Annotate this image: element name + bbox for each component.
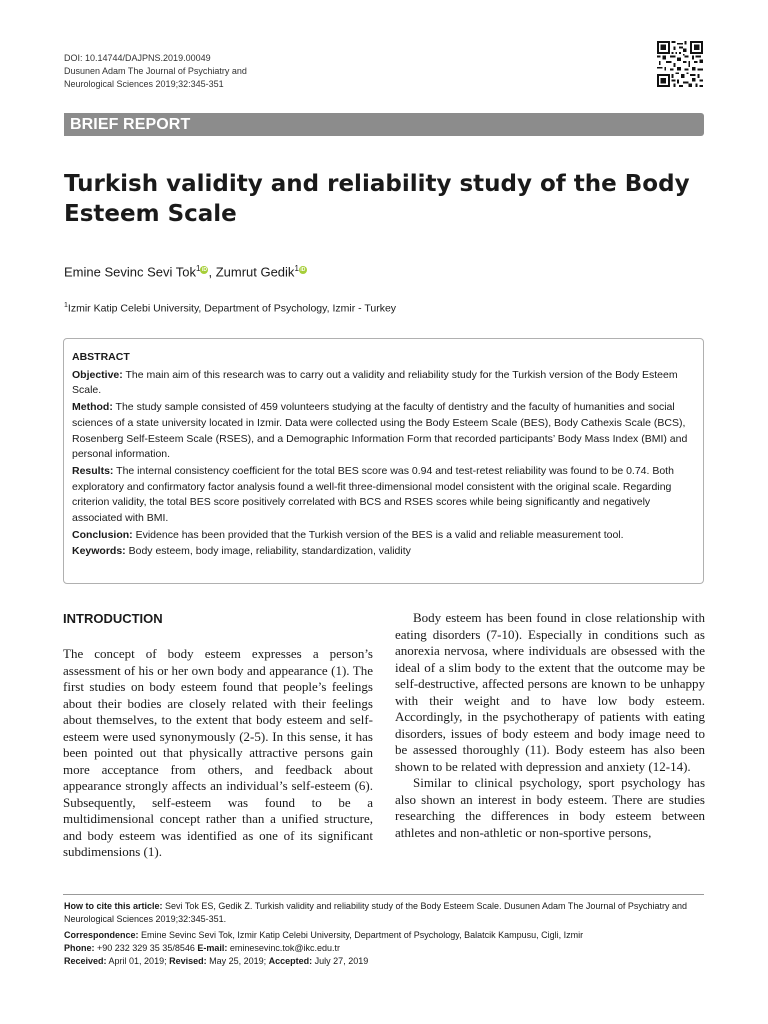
article-footer xyxy=(64,900,704,968)
abstract-conclusion xyxy=(72,528,695,544)
affiliation-mark: 1 xyxy=(64,302,68,309)
results-label: Results: xyxy=(72,464,114,477)
author-separator: , xyxy=(208,264,216,280)
objective-text: The main aim of this research was to carry out a validity and reliability study for the Turkish version of the Body Esteem Scale. xyxy=(72,368,678,397)
objective-label: Objective: xyxy=(72,368,123,381)
received-label: Received: xyxy=(64,956,107,966)
introduction-heading: INTRODUCTION xyxy=(63,611,163,626)
abstract-method xyxy=(72,400,695,463)
author-name[interactable]: Zumrut Gedik xyxy=(215,264,295,280)
method-text: The study sample consisted of 459 volunteers studying at the faculty of dentistry and the faculty of humanities and social sciences of a state university located in Izmir. Data were collected using the Body Esteem Scale (BES), Body Cathexis Scale (BCS), Rosenberg Self-Esteem Scale (RSES), and a Demographic Information Form that recorded participants’ Body Mass Index (BMI) and personal information. xyxy=(72,401,688,461)
author-affiliation-mark: 1 xyxy=(196,264,201,273)
correspondence-line xyxy=(64,929,704,942)
body-column-right xyxy=(395,610,705,841)
revised-date: May 25, 2019; xyxy=(206,956,269,966)
journal-line-1: Dusunen Adam The Journal of Psychiatry and xyxy=(64,66,247,76)
revised-label: Revised: xyxy=(169,956,207,966)
section-band xyxy=(64,113,704,136)
section-band-label: BRIEF REPORT xyxy=(70,116,191,133)
dates-line xyxy=(64,955,704,968)
body-paragraph: Body esteem has been found in close relationship with eating disorders (7-10). Especially in conditions such as anorexia nervosa, where individuals are obsessed with the ideal of a slim body to the extent that the outcome may be self-destructive, affected persons are known to be unhappy with their weight and to have low body esteem. Accordingly, in the psychotherapy of patients with eating disorders, issues of body esteem and body image need to be assessed thoroughly (11). Body esteem has also been shown to be related with depression and anxiety (12-14). xyxy=(395,610,705,774)
body-paragraph: Similar to clinical psychology, sport psychology has also shown an interest in body esteem. There are studies researching the differences in body esteem between athletes and non-athletic or non-sportive persons, xyxy=(395,775,705,840)
cite-label: How to cite this article: xyxy=(64,901,163,911)
affiliation xyxy=(64,299,396,316)
body-paragraph: The concept of body esteem expresses a person’s assessment of his or her own body and appearance (1). The first studies on body esteem found that people’s feelings about their bodies are closely related with their feelings about themselves, to the extent that body esteem and self-esteem were used synonymously (2-5). In this sense, it has been pointed out that physically attractive persons gain more acceptance from others, and feedback about appearance strongly affects an individual’s self-esteem (6). Subsequently, self-esteem was found to be a multidimensional concept rather than a unified structure, and body esteem was identified as one of its significant subdimensions (1). xyxy=(63,646,373,859)
abstract-objective xyxy=(72,368,695,399)
body-column-left xyxy=(63,610,373,861)
keywords-text: Body esteem, body image, reliability, standardization, validity xyxy=(125,545,411,558)
abstract-heading: ABSTRACT xyxy=(72,351,130,363)
phone-text: +90 232 329 35 35/8546 xyxy=(94,943,198,953)
phone-label: Phone: xyxy=(64,943,95,953)
journal-line-2: Neurological Sciences 2019;32:345-351 xyxy=(64,79,224,89)
qr-code-icon xyxy=(657,41,703,87)
abstract-box xyxy=(63,338,704,584)
abstract-keywords xyxy=(72,544,695,560)
author-name[interactable]: Emine Sevinc Sevi Tok xyxy=(64,264,196,280)
correspondence-text: Emine Sevinc Sevi Tok, Izmir Katip Celebi University, Department of Psychology, Balatcik Kampusu, Cigli, Izmir xyxy=(138,930,584,940)
citation-note xyxy=(64,900,704,926)
conclusion-label: Conclusion: xyxy=(72,528,133,541)
author-affiliation-mark: 1 xyxy=(294,264,299,273)
article-title: Turkish validity and reliability study of the Body Esteem Scale xyxy=(64,171,690,227)
method-label: Method: xyxy=(72,401,113,414)
email-link[interactable]: eminesevinc.tok@ikc.edu.tr xyxy=(227,943,341,953)
conclusion-text: Evidence has been provided that the Turkish version of the BES is a valid and reliable measurement tool. xyxy=(132,528,624,541)
orcid-icon[interactable]: iD xyxy=(300,267,306,274)
cite-text: Sevi Tok ES, Gedik Z. Turkish validity and reliability study of the Body Esteem Scale. Dusunen Adam The Journal of Psychiatry and Neurological Sciences 2019;32:345-351. xyxy=(64,901,687,924)
doi-line[interactable]: DOI: 10.14744/DAJPNS.2019.00049 xyxy=(64,53,211,63)
keywords-label: Keywords: xyxy=(72,545,126,558)
orcid-icon[interactable]: iD xyxy=(201,267,207,274)
affiliation-text: Izmir Katip Celebi University, Department of Psychology, Izmir - Turkey xyxy=(67,302,397,315)
email-label: E-mail: xyxy=(197,943,228,953)
correspondence-label: Correspondence: xyxy=(64,930,139,940)
accepted-date: July 27, 2019 xyxy=(312,956,369,966)
results-text: The internal consistency coefficient for the total BES score was 0.94 and test-retest reliability was found to be 0.74. Both exploratory and confirmatory factor analysis found a well-fit three-dimensional model consistent with the original scale. Regarding criterion validity, the total BES score positively correlated with BCS and RSES scores while being significantly and negatively associated with BMI. xyxy=(72,464,674,525)
article-header xyxy=(64,52,247,91)
contact-line xyxy=(64,942,704,955)
received-date: April 01, 2019; xyxy=(106,956,170,966)
author-list xyxy=(64,259,307,282)
footer-divider xyxy=(63,894,704,895)
abstract-results xyxy=(72,464,695,527)
accepted-label: Accepted: xyxy=(268,956,313,966)
